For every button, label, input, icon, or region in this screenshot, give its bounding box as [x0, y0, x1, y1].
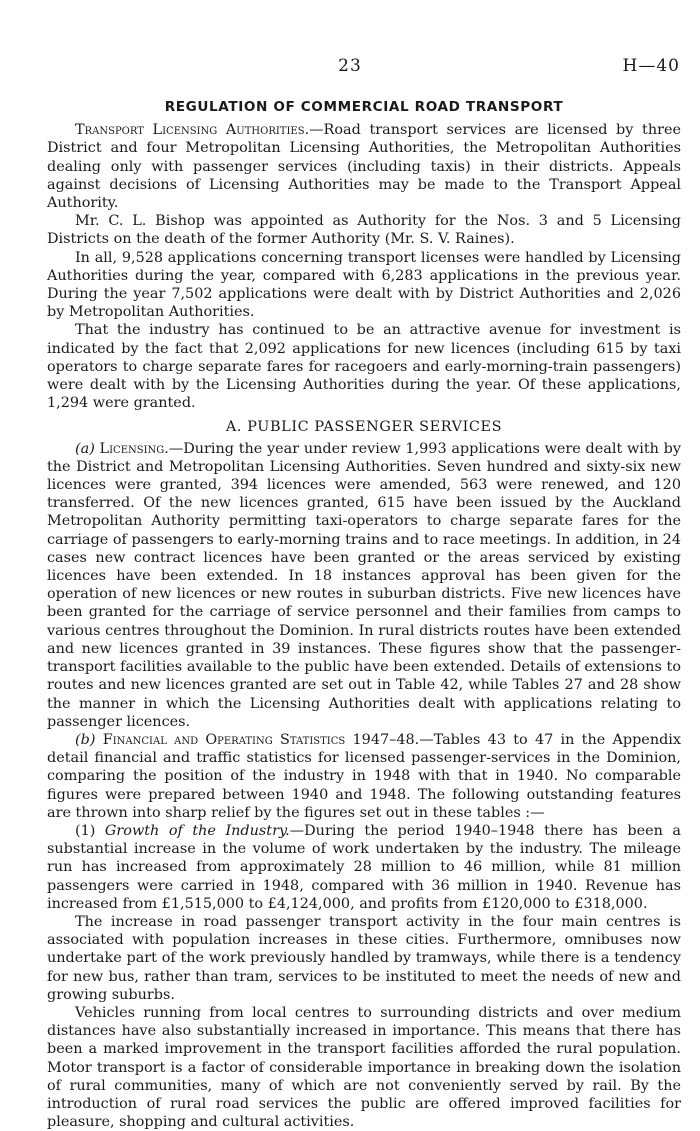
- paragraph-rural-services: Vehicles running from local centres to surrounding districts and over medium distances have also substantially increased in importance. This means that there has been a marked improvement in the transport facilities afforded the rural population. Motor transport is a factor of considerable importance in breaking down the isolation of rural communities, many of which are not conveniently served by rail. By the introduction of rural road services the public are offered improved facilities for pleasure, shopping and cultural activities.: [47, 1004, 681, 1131]
- paragraph-main-centres: The increase in road passenger transport activity in the four main centres is associated with population increases in these cities. Furthermore, omnibuses now undertake part of the work previously handled by tramways, while there is a tendency for new bus, rather than tram, services to be instituted to meet the needs of new and growing suburbs.: [47, 913, 681, 1003]
- paragraph-text: —During the year under review 1,993 applications were dealt with by the District and Metropolitan Licensing Authorities. Seven hundred and sixty-six new licences were granted, 394 licences were amended, 563 were renewed, and 120 transferred. Of the new licences granted, 615 have been issued by the Auckland Metropolitan Authority permitting taxi-operators to charge separate fares for the carriage of passengers to early-morning trains and to race meetings. In addition, in 24 cases new contract licences have been granted or the areas serviced by existing licences have been extended. In 18 instances approval has been given for the operation of new licences or new routes in suburban districts. Five new licences have been granted for the carriage of service personnel and their families from camps to various centres throughout the Dominion. In rural districts routes have been extended and new licences granted in 39 instances. These figures show that the passenger-transport facilities available to the public have been extended. Details of extensions to routes and new licences granted are set out in Table 42, while Tables 27 and 28 show the manner in which the Licensing Authorities dealt with applications relating to passenger licences.: [47, 440, 681, 730]
- paragraph-financial-statistics: [47, 731, 681, 822]
- document-body: [47, 98, 681, 1131]
- paragraph-appointment: Mr. C. L. Bishop was appointed as Authority for the Nos. 3 and 5 Licensing Districts on the death of the former Authority (Mr. S. V. Raines).: [47, 213, 681, 248]
- paragraph-investment: That the industry has continued to be an attractive avenue for investment is indicated by the fact that 2,092 applications for new licences (including 615 by taxi operators to charge separate fares for racegoers and early-morning-train passengers) were dealt with by the Licensing Authorities during the year. Of these applications, 1,294 were granted.: [47, 322, 681, 412]
- run-in-heading: Financial and Operating Statistics 1947–48.: [102, 731, 420, 748]
- paragraph-licensing-authorities: [47, 121, 681, 212]
- page-number: 23: [338, 56, 362, 76]
- item-number: (a): [75, 440, 100, 457]
- run-in-heading: Licensing.: [99, 440, 169, 457]
- paragraph-growth-of-industry: [47, 822, 681, 913]
- paragraph-text: —Tables 43 to 47 in the Appendix detail financial and traffic statistics for licensed passenger-services in the Dominion, comparing the position of the industry in 1948 with that in 1940. No comparable figures were prepared between 1940 and 1948. The following outstanding features are thrown into sharp relief by the figures set out in these tables :—: [47, 731, 682, 821]
- document-reference: H—40: [622, 56, 680, 76]
- section-heading: A. PUBLIC PASSENGER SERVICES: [225, 419, 503, 436]
- paragraph-text: —During the period 1940–1948 there has been a substantial increase in the volume of work undertaken by the industry. The mileage run has increased from approximately 28 million to 46 million, while 81 million passengers were carried in 1948, compared with 36 million in 1940. Revenue has increased from £1,515,000 to £4,124,000, and profits from £120,000 to £318,000.: [47, 822, 681, 912]
- page-title: REGULATION OF COMMERCIAL ROAD TRANSPORT: [164, 99, 564, 115]
- run-in-heading: Transport Licensing Authorities.: [75, 122, 310, 139]
- paragraph-applications-handled: In all, 9,528 applications concerning transport licenses were handled by Licensing Authorities during the year, compared with 6,283 applications in the previous year. During the year 7,502 applications were dealt with by District Authorities and 2,026 by Metropolitan Authorities.: [47, 249, 681, 321]
- item-number: (b): [75, 731, 103, 748]
- run-in-heading: Growth of the Industry.: [104, 822, 290, 839]
- paragraph-text: —Road transport services are licensed by three District and four Metropolitan Licensing Authorities, the Metropolitan Authorities dealing only with passenger services (including taxis) in their districts. Appeals against decisions of Licensing Authorities may be made to the Transport Appeal Authority.: [47, 122, 681, 212]
- paragraph-licensing: [47, 440, 681, 731]
- item-number: (1): [75, 822, 105, 839]
